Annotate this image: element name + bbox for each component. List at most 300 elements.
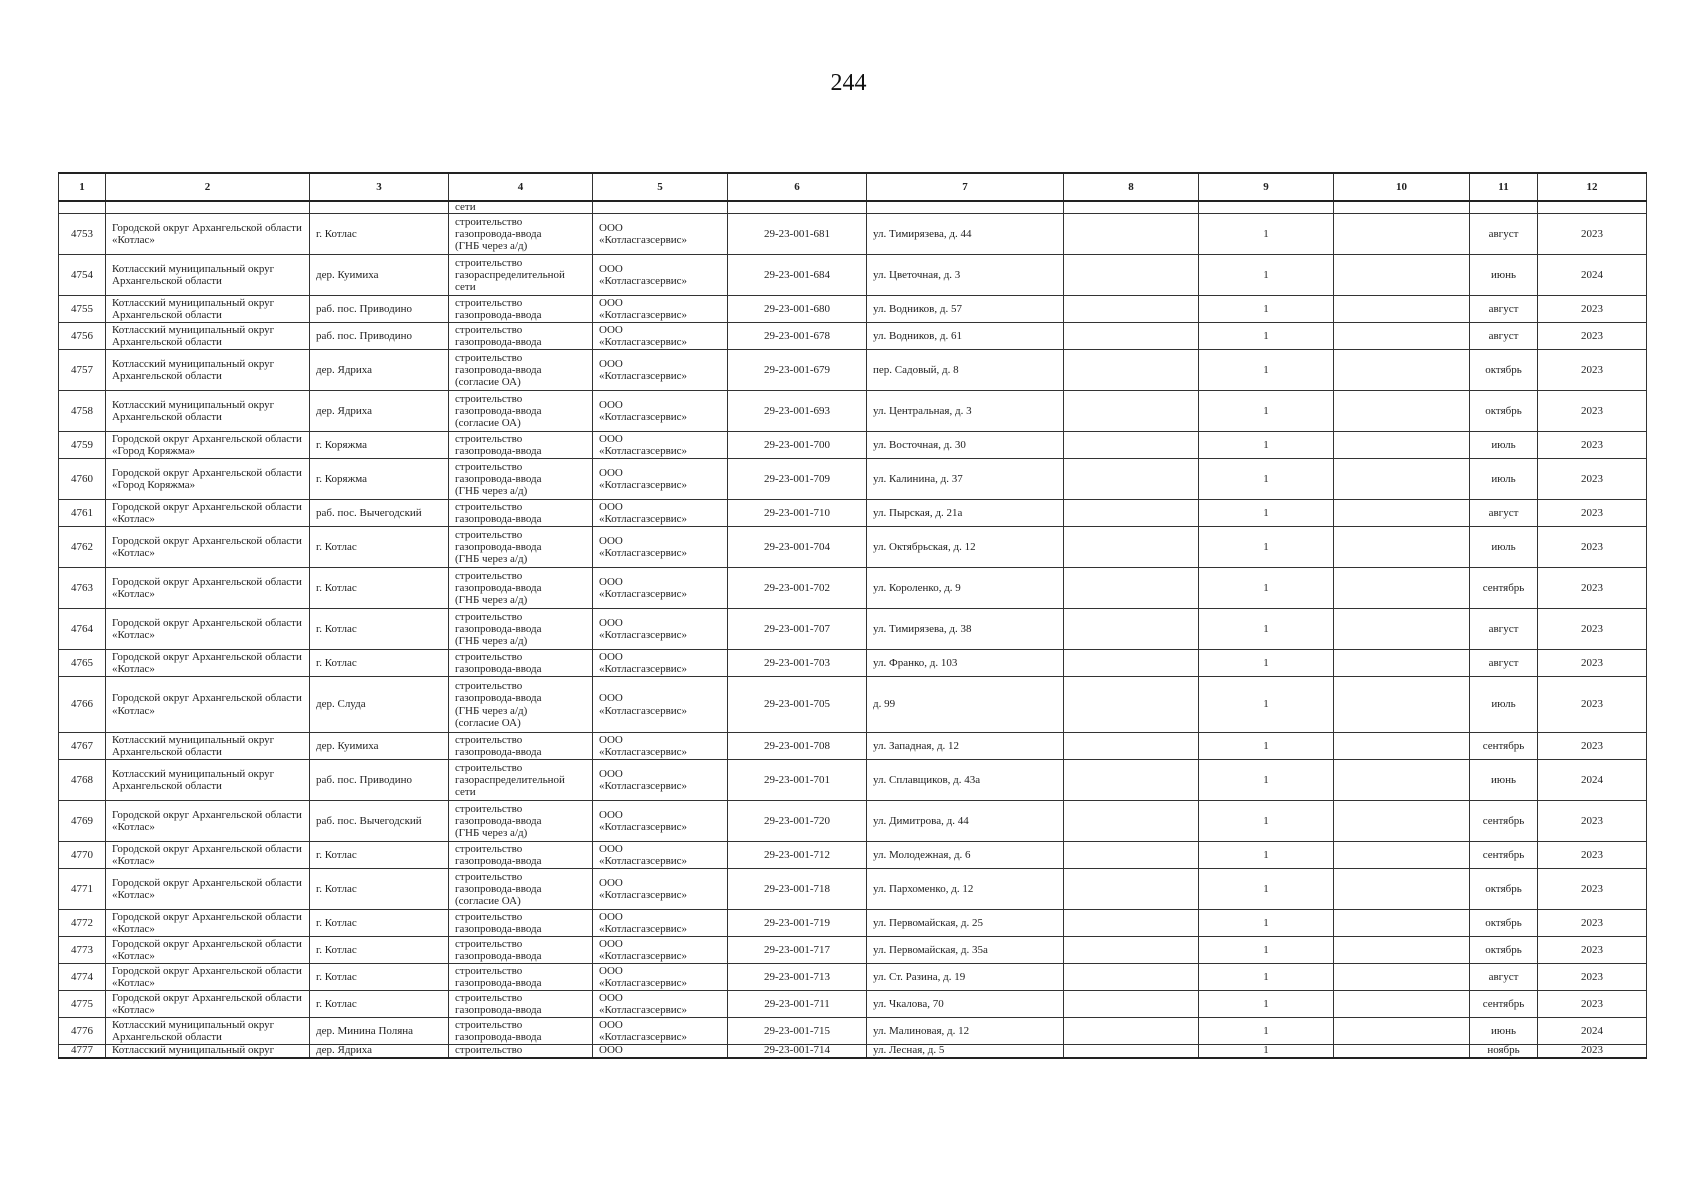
quantity-cell: 1 [1199, 255, 1334, 296]
table-row [59, 733, 1647, 760]
month-cell: июль [1470, 459, 1538, 500]
table-cell [867, 201, 1064, 214]
municipality-cell: Городской округ Архангельской области «Котлас» [106, 842, 310, 869]
organization-cell: ООО «Котласгазсервис» [593, 733, 728, 760]
table-cell [310, 201, 449, 214]
year-cell: 2023 [1538, 432, 1647, 459]
month-cell: октябрь [1470, 937, 1538, 964]
year-cell: 2024 [1538, 255, 1647, 296]
settlement-cell: г. Котлас [310, 568, 449, 609]
column-8-cell [1064, 910, 1199, 937]
page-number: 244 [830, 70, 867, 96]
year-cell: 2023 [1538, 391, 1647, 432]
municipality-cell: Городской округ Архангельской области «Котлас» [106, 964, 310, 991]
municipality-cell: Котласский муниципальный округ Архангельской области [106, 296, 310, 323]
municipality-cell: Городской округ Архангельской области «Котлас» [106, 991, 310, 1018]
continuation-row [59, 201, 1647, 214]
column-10-cell [1334, 842, 1470, 869]
column-8-cell [1064, 255, 1199, 296]
settlement-cell: дер. Ядриха [310, 350, 449, 391]
row-number-cell: 4773 [59, 937, 106, 964]
municipality-cell: Котласский муниципальный округ Архангельской области [106, 255, 310, 296]
row-number-cell: 4768 [59, 760, 106, 801]
address-cell: ул. Западная, д. 12 [867, 733, 1064, 760]
settlement-cell: г. Котлас [310, 650, 449, 677]
table-row [59, 869, 1647, 910]
address-cell: ул. Первомайская, д. 25 [867, 910, 1064, 937]
column-10-cell [1334, 677, 1470, 733]
row-number-cell: 4767 [59, 733, 106, 760]
table-row [59, 910, 1647, 937]
organization-cell: ООО «Котласгазсервис» [593, 432, 728, 459]
quantity-cell: 1 [1199, 432, 1334, 459]
year-cell: 2023 [1538, 500, 1647, 527]
object-code-cell: 29-23-001-714 [728, 1045, 867, 1059]
organization-cell: ООО «Котласгазсервис» [593, 869, 728, 910]
address-cell: ул. Водников, д. 61 [867, 323, 1064, 350]
year-cell: 2023 [1538, 296, 1647, 323]
column-10-cell [1334, 500, 1470, 527]
column-10-cell [1334, 350, 1470, 391]
address-cell: ул. Чкалова, 70 [867, 991, 1064, 1018]
object-code-cell: 29-23-001-702 [728, 568, 867, 609]
address-cell: д. 99 [867, 677, 1064, 733]
row-number-cell: 4770 [59, 842, 106, 869]
column-10-cell [1334, 869, 1470, 910]
quantity-cell: 1 [1199, 869, 1334, 910]
work-type-cell: строительство газопровода-ввода [449, 842, 593, 869]
quantity-cell: 1 [1199, 801, 1334, 842]
column-10-cell [1334, 609, 1470, 650]
object-code-cell: 29-23-001-708 [728, 733, 867, 760]
municipality-cell: Котласский муниципальный округ Архангельской области [106, 733, 310, 760]
table-row [59, 677, 1647, 733]
quantity-cell: 1 [1199, 459, 1334, 500]
object-code-cell: 29-23-001-717 [728, 937, 867, 964]
organization-cell: ООО «Котласгазсервис» [593, 459, 728, 500]
header-cell: 1 [59, 173, 106, 201]
settlement-cell: раб. пос. Приводино [310, 323, 449, 350]
table-row [59, 650, 1647, 677]
municipality-cell: Городской округ Архангельской области «Город Коряжма» [106, 432, 310, 459]
quantity-cell: 1 [1199, 650, 1334, 677]
quantity-cell: 1 [1199, 296, 1334, 323]
column-8-cell [1064, 500, 1199, 527]
work-type-cell: строительство газопровода-ввода [449, 432, 593, 459]
municipality-cell: Городской округ Архангельской области «Котлас» [106, 527, 310, 568]
municipality-cell: Городской округ Архангельской области «Котлас» [106, 801, 310, 842]
row-number-cell: 4758 [59, 391, 106, 432]
column-8-cell [1064, 459, 1199, 500]
header-cell: 9 [1199, 173, 1334, 201]
month-cell: сентябрь [1470, 991, 1538, 1018]
year-cell: 2023 [1538, 910, 1647, 937]
column-10-cell [1334, 650, 1470, 677]
column-8-cell [1064, 869, 1199, 910]
work-type-cell: строительство газораспределительной сети [449, 255, 593, 296]
settlement-cell: г. Котлас [310, 527, 449, 568]
object-code-cell: 29-23-001-679 [728, 350, 867, 391]
object-code-cell: 29-23-001-720 [728, 801, 867, 842]
quantity-cell: 1 [1199, 1018, 1334, 1045]
quantity-cell: 1 [1199, 214, 1334, 255]
organization-cell: ООО «Котласгазсервис» [593, 650, 728, 677]
settlement-cell: г. Котлас [310, 869, 449, 910]
header-cell: 2 [106, 173, 310, 201]
quantity-cell: 1 [1199, 323, 1334, 350]
object-code-cell: 29-23-001-718 [728, 869, 867, 910]
row-number-cell: 4753 [59, 214, 106, 255]
header-cell: 11 [1470, 173, 1538, 201]
column-8-cell [1064, 432, 1199, 459]
organization-cell: ООО «Котласгазсервис» [593, 801, 728, 842]
column-10-cell [1334, 991, 1470, 1018]
settlement-cell: раб. пос. Вычегодский [310, 801, 449, 842]
column-10-cell [1334, 255, 1470, 296]
municipality-cell: Городской округ Архангельской области «Котлас» [106, 937, 310, 964]
work-type-cell: строительство газопровода-ввода (ГНБ через а/д) [449, 214, 593, 255]
row-number-cell: 4759 [59, 432, 106, 459]
address-cell: ул. Октябрьская, д. 12 [867, 527, 1064, 568]
address-cell: ул. Франко, д. 103 [867, 650, 1064, 677]
address-cell: ул. Первомайская, д. 35а [867, 937, 1064, 964]
object-code-cell: 29-23-001-693 [728, 391, 867, 432]
municipality-cell: Городской округ Архангельской области «Котлас» [106, 650, 310, 677]
header-cell: 5 [593, 173, 728, 201]
object-code-cell: 29-23-001-700 [728, 432, 867, 459]
year-cell: 2023 [1538, 677, 1647, 733]
column-8-cell [1064, 568, 1199, 609]
column-10-cell [1334, 1018, 1470, 1045]
organization-cell: ООО «Котласгазсервис» [593, 214, 728, 255]
column-8-cell [1064, 760, 1199, 801]
table-cell [1064, 201, 1199, 214]
year-cell: 2023 [1538, 1045, 1647, 1059]
row-number-cell: 4772 [59, 910, 106, 937]
work-type-cell: строительство газопровода-ввода (ГНБ через а/д) (согласие ОА) [449, 677, 593, 733]
municipality-cell: Городской округ Архангельской области «Котлас» [106, 677, 310, 733]
object-code-cell: 29-23-001-705 [728, 677, 867, 733]
quantity-cell: 1 [1199, 568, 1334, 609]
municipality-cell: Котласский муниципальный округ Архангельской области [106, 1018, 310, 1045]
municipality-cell: Котласский муниципальный округ Архангельской области [106, 323, 310, 350]
row-number-cell: 4762 [59, 527, 106, 568]
quantity-cell: 1 [1199, 500, 1334, 527]
year-cell: 2023 [1538, 214, 1647, 255]
table-cell [59, 201, 106, 214]
month-cell: октябрь [1470, 869, 1538, 910]
column-8-cell [1064, 842, 1199, 869]
settlement-cell: г. Коряжма [310, 432, 449, 459]
table-row [59, 323, 1647, 350]
table-cell [1199, 201, 1334, 214]
table-row [59, 609, 1647, 650]
table-row [59, 801, 1647, 842]
month-cell: октябрь [1470, 350, 1538, 391]
work-type-cell: строительство газопровода-ввода [449, 991, 593, 1018]
column-10-cell [1334, 568, 1470, 609]
year-cell: 2023 [1538, 568, 1647, 609]
organization-cell: ООО [593, 1045, 728, 1059]
year-cell: 2023 [1538, 350, 1647, 391]
object-code-cell: 29-23-001-684 [728, 255, 867, 296]
month-cell: октябрь [1470, 391, 1538, 432]
quantity-cell: 1 [1199, 1045, 1334, 1059]
work-type-cell: строительство газопровода-ввода [449, 733, 593, 760]
table-cell [728, 201, 867, 214]
year-cell: 2023 [1538, 459, 1647, 500]
row-number-cell: 4774 [59, 964, 106, 991]
object-code-cell: 29-23-001-719 [728, 910, 867, 937]
address-cell: ул. Пархоменко, д. 12 [867, 869, 1064, 910]
column-10-cell [1334, 296, 1470, 323]
organization-cell: ООО «Котласгазсервис» [593, 760, 728, 801]
settlement-cell: г. Котлас [310, 609, 449, 650]
organization-cell: ООО «Котласгазсервис» [593, 910, 728, 937]
month-cell: июль [1470, 527, 1538, 568]
settlement-cell: раб. пос. Приводино [310, 296, 449, 323]
settlement-cell: г. Коряжма [310, 459, 449, 500]
column-10-cell [1334, 1045, 1470, 1059]
header-cell: 12 [1538, 173, 1647, 201]
work-type-cell: строительство газораспределительной сети [449, 760, 593, 801]
object-code-cell: 29-23-001-678 [728, 323, 867, 350]
address-cell: ул. Димитрова, д. 44 [867, 801, 1064, 842]
row-number-cell: 4771 [59, 869, 106, 910]
header-cell: 10 [1334, 173, 1470, 201]
month-cell: сентябрь [1470, 801, 1538, 842]
column-10-cell [1334, 391, 1470, 432]
header-cell: 8 [1064, 173, 1199, 201]
object-code-cell: 29-23-001-681 [728, 214, 867, 255]
row-number-cell: 4756 [59, 323, 106, 350]
organization-cell: ООО «Котласгазсервис» [593, 937, 728, 964]
object-code-cell: 29-23-001-715 [728, 1018, 867, 1045]
month-cell: ноябрь [1470, 1045, 1538, 1059]
object-code-cell: 29-23-001-707 [728, 609, 867, 650]
municipality-cell: Городской округ Архангельской области «Котлас» [106, 869, 310, 910]
quantity-cell: 1 [1199, 991, 1334, 1018]
column-10-cell [1334, 459, 1470, 500]
table-row [59, 1018, 1647, 1045]
year-cell: 2023 [1538, 650, 1647, 677]
column-10-cell [1334, 801, 1470, 842]
table-row [59, 842, 1647, 869]
settlement-cell: г. Котлас [310, 964, 449, 991]
column-8-cell [1064, 527, 1199, 568]
row-number-cell: 4769 [59, 801, 106, 842]
object-code-cell: 29-23-001-713 [728, 964, 867, 991]
header-cell: 6 [728, 173, 867, 201]
work-type-cell: строительство газопровода-ввода (согласие ОА) [449, 350, 593, 391]
table-row [59, 459, 1647, 500]
settlement-cell: дер. Минина Поляна [310, 1018, 449, 1045]
header-cell: 4 [449, 173, 593, 201]
work-type-cell: строительство газопровода-ввода [449, 910, 593, 937]
table-row [59, 350, 1647, 391]
table-row [59, 760, 1647, 801]
column-10-cell [1334, 527, 1470, 568]
object-code-cell: 29-23-001-703 [728, 650, 867, 677]
quantity-cell: 1 [1199, 842, 1334, 869]
year-cell: 2023 [1538, 991, 1647, 1018]
column-10-cell [1334, 760, 1470, 801]
settlement-cell: дер. Ядриха [310, 1045, 449, 1059]
address-cell: ул. Ст. Разина, д. 19 [867, 964, 1064, 991]
work-type-cell: строительство газопровода-ввода (ГНБ через а/д) [449, 459, 593, 500]
column-10-cell [1334, 733, 1470, 760]
organization-cell: ООО «Котласгазсервис» [593, 350, 728, 391]
table-row [59, 937, 1647, 964]
settlement-cell: раб. пос. Вычегодский [310, 500, 449, 527]
table-row [59, 568, 1647, 609]
work-type-cell: строительство газопровода-ввода (ГНБ через а/д) [449, 527, 593, 568]
table-cell [1538, 201, 1647, 214]
table-cell [1334, 201, 1470, 214]
work-type-cell: строительство газопровода-ввода [449, 323, 593, 350]
organization-cell: ООО «Котласгазсервис» [593, 964, 728, 991]
column-10-cell [1334, 964, 1470, 991]
settlement-cell: раб. пос. Приводино [310, 760, 449, 801]
column-10-cell [1334, 432, 1470, 459]
settlement-cell: дер. Куимиха [310, 733, 449, 760]
column-10-cell [1334, 323, 1470, 350]
address-cell: ул. Молодежная, д. 6 [867, 842, 1064, 869]
table-row [59, 296, 1647, 323]
column-8-cell [1064, 323, 1199, 350]
quantity-cell: 1 [1199, 937, 1334, 964]
month-cell: август [1470, 214, 1538, 255]
address-cell: ул. Тимирязева, д. 44 [867, 214, 1064, 255]
table-row [59, 527, 1647, 568]
settlement-cell: г. Котлас [310, 214, 449, 255]
organization-cell: ООО «Котласгазсервис» [593, 255, 728, 296]
row-number-cell: 4760 [59, 459, 106, 500]
address-cell: ул. Центральная, д. 3 [867, 391, 1064, 432]
row-number-cell: 4777 [59, 1045, 106, 1059]
work-type-cell: строительство газопровода-ввода (ГНБ через а/д) [449, 609, 593, 650]
year-cell: 2023 [1538, 869, 1647, 910]
work-type-cell: строительство газопровода-ввода [449, 1018, 593, 1045]
object-code-cell: 29-23-001-710 [728, 500, 867, 527]
municipality-cell: Городской округ Архангельской области «Котлас» [106, 609, 310, 650]
table-row [59, 391, 1647, 432]
month-cell: август [1470, 650, 1538, 677]
municipality-cell: Котласский муниципальный округ Архангельской области [106, 391, 310, 432]
organization-cell: ООО «Котласгазсервис» [593, 296, 728, 323]
settlement-cell: дер. Слуда [310, 677, 449, 733]
organization-cell: ООО «Котласгазсервис» [593, 842, 728, 869]
month-cell: август [1470, 500, 1538, 527]
table-row [59, 255, 1647, 296]
month-cell: июль [1470, 432, 1538, 459]
address-cell: ул. Восточная, д. 30 [867, 432, 1064, 459]
address-cell: ул. Пырская, д. 21а [867, 500, 1064, 527]
organization-cell: ООО «Котласгазсервис» [593, 527, 728, 568]
address-cell: ул. Цветочная, д. 3 [867, 255, 1064, 296]
row-number-cell: 4754 [59, 255, 106, 296]
column-8-cell [1064, 214, 1199, 255]
column-10-cell [1334, 214, 1470, 255]
month-cell: июнь [1470, 760, 1538, 801]
column-8-cell [1064, 1045, 1199, 1059]
table-row [59, 964, 1647, 991]
column-8-cell [1064, 296, 1199, 323]
work-type-cell: строительство газопровода-ввода (согласие ОА) [449, 869, 593, 910]
object-code-cell: 29-23-001-709 [728, 459, 867, 500]
settlement-cell: г. Котлас [310, 991, 449, 1018]
column-10-cell [1334, 937, 1470, 964]
work-type-cell: строительство газопровода-ввода (согласие ОА) [449, 391, 593, 432]
month-cell: август [1470, 609, 1538, 650]
table-row [59, 500, 1647, 527]
object-code-cell: 29-23-001-701 [728, 760, 867, 801]
year-cell: 2023 [1538, 842, 1647, 869]
municipality-cell: Котласский муниципальный округ [106, 1045, 310, 1059]
table-cell [106, 201, 310, 214]
address-cell: ул. Калинина, д. 37 [867, 459, 1064, 500]
column-8-cell [1064, 609, 1199, 650]
quantity-cell: 1 [1199, 964, 1334, 991]
column-8-cell [1064, 733, 1199, 760]
settlement-cell: г. Котлас [310, 937, 449, 964]
work-type-cell: строительство газопровода-ввода [449, 937, 593, 964]
column-8-cell [1064, 991, 1199, 1018]
column-8-cell [1064, 391, 1199, 432]
organization-cell: ООО «Котласгазсервис» [593, 391, 728, 432]
year-cell: 2024 [1538, 760, 1647, 801]
address-cell: ул. Короленко, д. 9 [867, 568, 1064, 609]
row-number-cell: 4776 [59, 1018, 106, 1045]
quantity-cell: 1 [1199, 527, 1334, 568]
year-cell: 2023 [1538, 527, 1647, 568]
header-row [59, 173, 1647, 201]
column-8-cell [1064, 801, 1199, 842]
table-body [59, 201, 1647, 1058]
column-8-cell [1064, 1018, 1199, 1045]
object-code-cell: 29-23-001-680 [728, 296, 867, 323]
year-cell: 2023 [1538, 609, 1647, 650]
year-cell: 2024 [1538, 1018, 1647, 1045]
row-number-cell: 4755 [59, 296, 106, 323]
column-8-cell [1064, 937, 1199, 964]
organization-cell: ООО «Котласгазсервис» [593, 609, 728, 650]
row-number-cell: 4761 [59, 500, 106, 527]
quantity-cell: 1 [1199, 391, 1334, 432]
year-cell: 2023 [1538, 323, 1647, 350]
continuation-cell: сети [449, 201, 593, 214]
year-cell: 2023 [1538, 801, 1647, 842]
organization-cell: ООО «Котласгазсервис» [593, 500, 728, 527]
address-cell: ул. Малиновая, д. 12 [867, 1018, 1064, 1045]
quantity-cell: 1 [1199, 733, 1334, 760]
header-cell: 7 [867, 173, 1064, 201]
settlement-cell: г. Котлас [310, 910, 449, 937]
municipality-cell: Городской округ Архангельской области «Котлас» [106, 214, 310, 255]
column-8-cell [1064, 650, 1199, 677]
work-type-cell: строительство газопровода-ввода [449, 500, 593, 527]
address-cell: ул. Тимирязева, д. 38 [867, 609, 1064, 650]
quantity-cell: 1 [1199, 910, 1334, 937]
municipality-cell: Городской округ Архангельской области «Город Коряжма» [106, 459, 310, 500]
object-code-cell: 29-23-001-712 [728, 842, 867, 869]
table-cell [1470, 201, 1538, 214]
table-row [59, 214, 1647, 255]
address-cell: ул. Сплавщиков, д. 43а [867, 760, 1064, 801]
object-code-cell: 29-23-001-704 [728, 527, 867, 568]
row-number-cell: 4763 [59, 568, 106, 609]
address-cell: пер. Садовый, д. 8 [867, 350, 1064, 391]
